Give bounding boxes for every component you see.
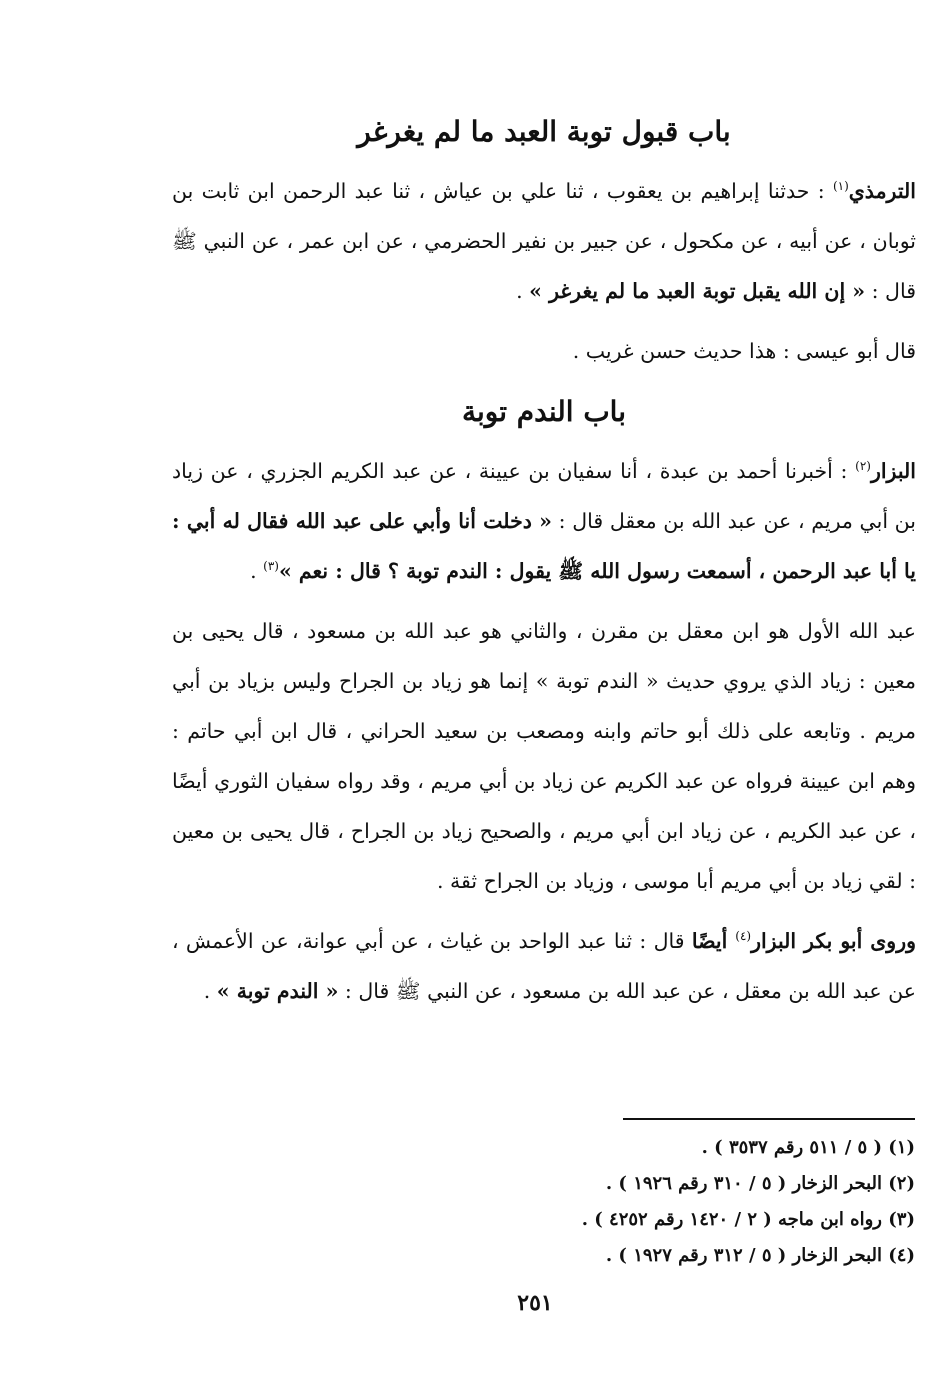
isnad-text: : حدثنا إبراهيم بن يعقوب ، ثنا علي بن عياش ، ثنا عبد الرحمن ابن ثابت بن ثوبان ، عن أبيه ، عن مكحول ، عن جبير بن نفير الحضرمي ، عن ابن عمر ، عن النبي ﷺ قال : (172, 179, 916, 303)
hadith-paragraph-tirmidhi (172, 166, 916, 316)
section-heading-1: باب قبول توبة العبد ما لم يغرغر (357, 115, 731, 148)
footnote-ref[interactable]: (١) (832, 179, 849, 194)
hadith-text: « الندم توبة » (216, 979, 339, 1003)
end-mark: . (516, 279, 530, 303)
footnote-divider (623, 1118, 915, 1120)
end-mark: . (203, 979, 217, 1003)
footnote-3: (٣) رواه ابن ماجه ( ٢ / ١٤٢٠ رقم ٤٢٥٢ ) . (581, 1209, 915, 1230)
isnad-text: : أخبرنا أحمد بن عبدة ، أنا سفيان بن عيينة ، عن عبد الكريم الجزري ، عن زياد بن أبي مريم ، عن عبد الله بن معقل قال : (172, 459, 916, 533)
page-body (172, 96, 916, 1026)
footnote-4: (٤) البحر الزخار ( ٥ / ٣١٢ رقم ١٩٢٧ ) . (605, 1245, 915, 1266)
page-number: ٢٥١ (517, 1290, 553, 1316)
source-name: البزار (870, 459, 916, 483)
footnote-ref[interactable]: (٢) (855, 459, 871, 474)
lead-text-2: أيضًا (691, 929, 736, 953)
end-mark: . (250, 559, 264, 583)
footnote-2: (٢) البحر الزخار ( ٥ / ٣١٠ رقم ١٩٢٦ ) . (605, 1173, 915, 1194)
hadith-text: « إن الله يقبل توبة العبد ما لم يغرغر » (529, 279, 866, 303)
footnote-ref[interactable]: (٣) (263, 559, 279, 574)
source-name: الترمذي (848, 179, 916, 203)
section-heading-2: باب الندم توبة (461, 395, 627, 428)
hadith-text: « دخلت أنا وأبي على عبد الله فقال له أبي : يا أبا عبد الرحمن ، أسمعت رسول الله ﷺ يقول : الندم توبة ؟ قال : نعم » (172, 509, 916, 583)
lead-text: وروى أبو بكر البزار (751, 929, 917, 953)
hadith-paragraph-bazzar-2 (172, 916, 916, 1016)
hadith-paragraph-bazzar (172, 446, 916, 596)
footnote-1: (١) ( ٥ / ٥١١ رقم ٣٥٣٧ ) . (701, 1137, 915, 1158)
commentary-paragraph: قال أبو عيسى : هذا حديث حسن غريب . (572, 339, 916, 363)
isnad-text: قال : ثنا عبد الواحد بن غياث ، عن أبي عوانة، عن الأعمش ، عن عبد الله بن معقل ، عن عبد الله بن مسعود ، عن النبي ﷺ قال : (172, 929, 916, 1003)
commentary-paragraph: عبد الله الأول هو ابن معقل بن مقرن ، والثاني هو عبد الله بن مسعود ، قال يحيى بن معين : زياد الذي يروي حديث « الندم توبة » إنما هو زياد بن الجراح وليس بزياد بن أبي مريم . وتابعه على ذلك أبو حاتم وابنه ومصعب بن سعيد الحراني ، قال ابن أبي حاتم : وهم ابن عيينة فرواه عن عبد الكريم عن زياد بن أبي مريم ، وقد رواه سفيان الثوري أيضًا ، عن عبد الكريم ، عن زياد ابن أبي مريم ، والصحيح زياد بن الجراح ، قال يحيى بن معين : لقي زياد بن أبي مريم أبا موسى ، وزياد بن الجراح ثقة . (172, 619, 916, 893)
footnote-ref[interactable]: (٤) (735, 929, 752, 944)
footnotes (315, 1130, 915, 1274)
